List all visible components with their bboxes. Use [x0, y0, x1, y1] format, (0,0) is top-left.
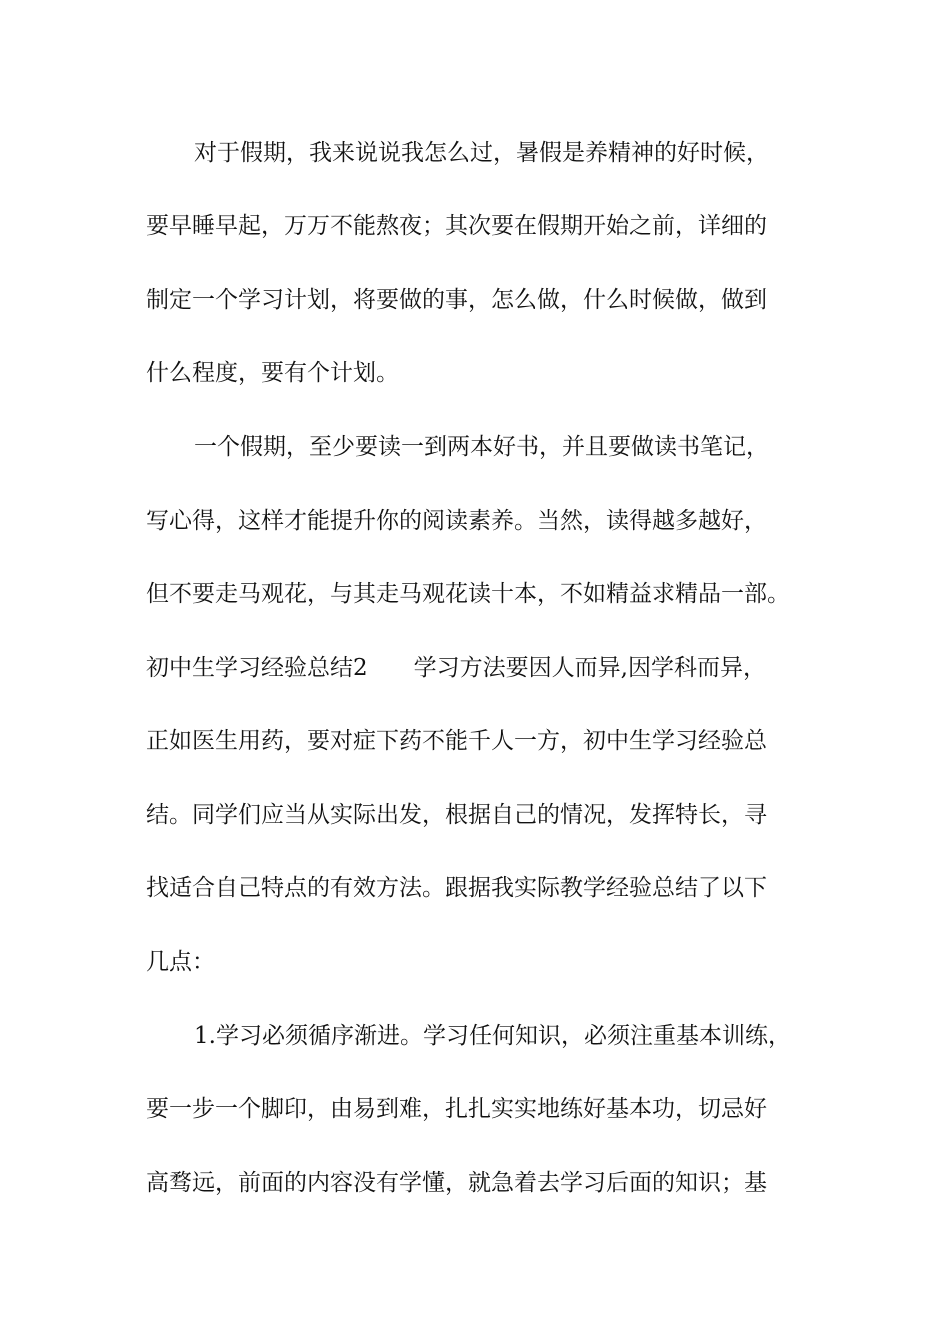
paragraph-1-line-3: 制定一个学习计划，将要做的事，怎么做，什么时候做，做到	[146, 287, 767, 313]
paragraph-1-line-1: 对于假期，我来说说我怎么过，暑假是养精神的好时候，	[194, 140, 769, 166]
list-item-1-line-3: 高骛远，前面的内容没有学懂，就急着去学习后面的知识；基	[146, 1170, 767, 1196]
paragraph-2-line-3: 但不要走马观花，与其走马观花读十本，不如精益求精品一部。	[146, 581, 790, 607]
list-item-1-line-2: 要一步一个脚印，由易到难，扎扎实实地练好基本功，切忌好	[146, 1096, 767, 1122]
paragraph-1-line-4: 什么程度，要有个计划。	[146, 360, 399, 386]
paragraph-2-line-1: 一个假期，至少要读一到两本好书，并且要做读书笔记，	[194, 434, 769, 460]
paragraph-3-line-2: 正如医生用药，要对症下药不能千人一方，初中生学习经验总	[146, 728, 767, 754]
paragraph-1-line-2: 要早睡早起，万万不能熬夜；其次要在假期开始之前，详细的	[146, 213, 767, 239]
paragraph-3-line-4: 找适合自己特点的有效方法。跟据我实际教学经验总结了以下	[146, 875, 767, 901]
list-item-1-line-1: 1.学习必须循序渐进。学习任何知识，必须注重基本训练，	[194, 1023, 791, 1049]
paragraph-3-line-3: 结。同学们应当从实际出发，根据自己的情况，发挥特长，寻	[146, 802, 767, 828]
paragraph-2-line-2: 写心得，这样才能提升你的阅读素养。当然，读得越多越好，	[146, 508, 767, 534]
paragraph-3-line-5: 几点：	[146, 949, 215, 975]
section-heading-line: 初中生学习经验总结2 学习方法要因人而异,因学科而异，	[146, 655, 766, 681]
